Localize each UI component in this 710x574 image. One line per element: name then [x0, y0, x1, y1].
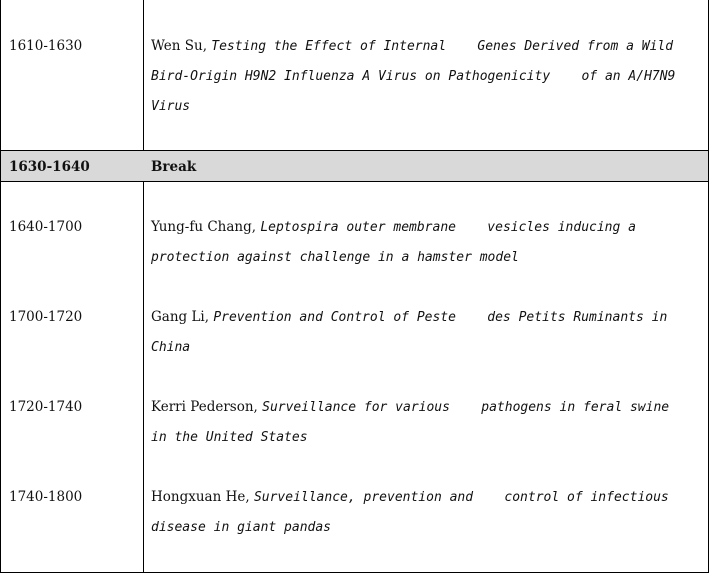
speaker-name: Wen Su,: [151, 38, 212, 54]
talk-title-line: Bird-Origin H9N2 Influenza A Virus on Pathogenicity of an A/H7N9: [151, 69, 676, 84]
time-slot: 1640-1700: [9, 219, 83, 235]
speaker-name: Gang Li,: [151, 309, 214, 325]
talk-title-line: protection against challenge in a hamster model: [151, 250, 519, 265]
time-slot: 1720-1740: [9, 399, 83, 415]
table-row: [1, 362, 708, 452]
talk-entry: [151, 212, 700, 273]
talk-entry: [151, 482, 700, 543]
talk-entry: [151, 302, 700, 363]
talk-title-line: disease in giant pandas: [151, 520, 332, 535]
talk-entry: [151, 392, 700, 453]
talk-title-line: Virus: [151, 99, 191, 114]
time-slot: 1630-1640: [9, 159, 90, 175]
table-row: [1, 272, 708, 362]
break-label: Break: [151, 159, 197, 175]
talk-title-line: Surveillance for various pathogens in feral swine: [262, 400, 670, 415]
speaker-name: Kerri Pederson,: [151, 399, 263, 415]
speaker-name: Hongxuan He,: [151, 489, 254, 505]
time-slot: 1610-1630: [9, 38, 83, 54]
time-slot: 1700-1720: [9, 309, 83, 325]
talk-title-line: Leptospira outer membrane vesicles inducing a: [260, 220, 636, 235]
talk-entry: [151, 31, 700, 122]
speaker-name: Yung-fu Chang,: [151, 219, 261, 235]
table-row: [1, 182, 708, 272]
time-slot: 1740-1800: [9, 489, 83, 505]
talk-title-line: Surveillance, prevention and control of infectious: [253, 490, 669, 505]
table-row: [1, 452, 708, 572]
talk-title-line: Prevention and Control of Peste des Petits Ruminants in: [213, 310, 668, 325]
table-row: [1, 0, 708, 150]
talk-title-line: in the United States: [151, 430, 308, 445]
talk-title-line: China: [151, 340, 191, 355]
break-row: [1, 150, 708, 182]
talk-title-line: Testing the Effect of Internal Genes Derived from a Wild: [211, 39, 674, 54]
